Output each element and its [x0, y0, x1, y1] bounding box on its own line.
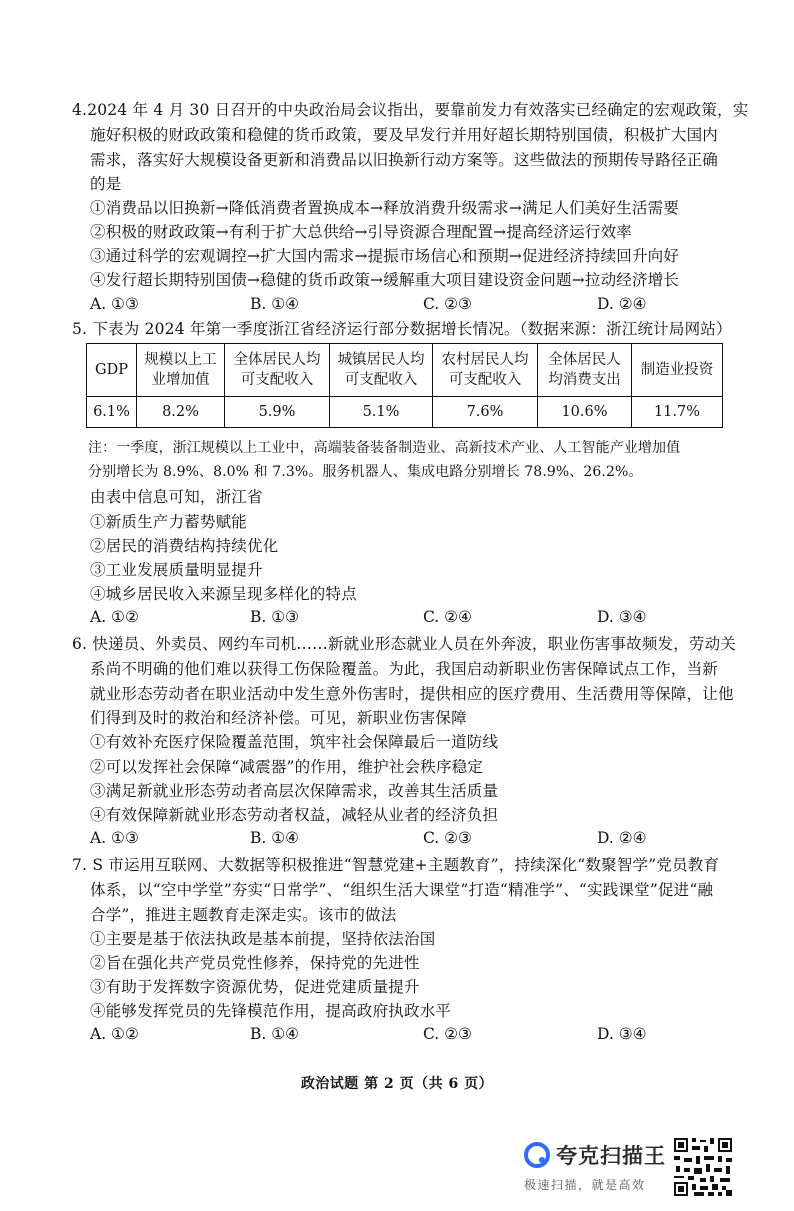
q4-stem-line: 4.2024 年 4 月 30 日召开的中央政治局会议指出，要靠前发力有效落实已经确定的宏观政策，实 — [72, 101, 749, 119]
q4-stem-line: 施好积极的财政政策和稳健的货币政策，要及早发行并用好超长期特别国债，积极扩大国内 — [90, 126, 719, 144]
option-a: A. ①③ — [90, 829, 139, 847]
q4-stem-line: 的是 — [90, 175, 122, 193]
option-b: B. ①④ — [250, 1025, 300, 1043]
q5-note-line: 分别增长为 8.9%、8.0% 和 7.3%。服务机器人、集成电路分别增长 78.9%、26.2%。 — [88, 464, 643, 480]
q6-item: ②可以发挥社会保障“减震器”的作用，维护社会秩序稳定 — [90, 758, 484, 776]
quark-logo-icon — [524, 1142, 550, 1168]
table-row — [87, 397, 723, 428]
q6-stem-line: 6. 快递员、外卖员、网约车司机……新就业形态就业人员在外奔波，职业伤害事故频发，劳动关 — [72, 635, 737, 653]
q6-options — [90, 829, 710, 851]
option-d: D. ②④ — [597, 295, 647, 313]
table-header-cell: 全体居民人均 可支配收入 — [225, 344, 330, 397]
table-header-cell: 制造业投资 — [632, 344, 723, 397]
option-c: C. ②③ — [423, 295, 472, 313]
q7-stem-line: 7. S 市运用互联网、大数据等积极推进“智慧党建+主题教育”，持续深化“数聚智学”党员教育 — [72, 856, 720, 874]
table-header-cell: 规模以上工 业增加值 — [137, 344, 225, 397]
brand-name: 夸克扫描王 — [556, 1144, 666, 1168]
table-header-cell: 农村居民人均 可支配收入 — [433, 344, 538, 397]
q6-item: ①有效补充医疗保险覆盖范围，筑牢社会保障最后一道防线 — [90, 733, 499, 751]
table-header-cell: 城镇居民人均 可支配收入 — [330, 344, 433, 397]
option-b: B. ①④ — [250, 829, 300, 847]
option-c: C. ②③ — [423, 829, 472, 847]
q5-note-line: 注：一季度，浙江规模以上工业中，高端装备装备制造业、高新技术产业、人工智能产业增加值 — [88, 440, 681, 456]
q6-item: ④有效保障新就业形态劳动者权益，减轻从业者的经济负担 — [90, 806, 499, 824]
table-cell: 10.6% — [538, 397, 632, 428]
qr-code-icon — [672, 1136, 734, 1198]
option-a: A. ①③ — [90, 295, 139, 313]
q4-stem-line: 需求，落实好大规模设备更新和消费品以旧换新行动方案等。这些做法的预期传导路径正确 — [90, 151, 719, 169]
page-footer: 政治试题 第 2 页（共 6 页） — [300, 1076, 494, 1092]
option-b: B. ①④ — [250, 295, 300, 313]
q6-stem-line: 就业形态劳动者在职业活动中发生意外伤害时，提供相应的医疗费用、生活费用等保障，让他 — [90, 685, 734, 703]
q4-item: ③通过科学的宏观调控→扩大国内需求→提振市场信心和预期→促进经济持续回升向好 — [90, 247, 680, 265]
option-a: A. ①② — [90, 608, 139, 626]
q5-lead: 由表中信息可知，浙江省 — [90, 488, 263, 506]
option-c: C. ②④ — [423, 608, 472, 626]
q5-data-table — [86, 343, 723, 428]
q5-item: ②居民的消费结构持续优化 — [90, 537, 279, 555]
table-header-cell: 全体居民人 均消费支出 — [538, 344, 632, 397]
option-d: D. ③④ — [597, 608, 647, 626]
table-header-cell: GDP — [87, 344, 137, 397]
q7-item: ①主要是基于依法执政是基本前提，坚持依法治国 — [90, 930, 436, 948]
q7-stem-line: 合学”，推进主题教育走深走实。该市的做法 — [90, 906, 397, 924]
option-d: D. ③④ — [597, 1025, 647, 1043]
q4-item: ①消费品以旧换新→降低消费者置换成本→释放消费升级需求→满足人们美好生活需要 — [90, 199, 680, 217]
table-header-row — [87, 344, 723, 397]
q5-item: ④城乡居民收入来源呈现多样化的特点 — [90, 585, 357, 603]
table-cell: 8.2% — [137, 397, 225, 428]
q6-item: ③满足新就业形态劳动者高层次保障需求，改善其生活质量 — [90, 782, 499, 800]
table-cell: 5.1% — [330, 397, 433, 428]
option-c: C. ②③ — [423, 1025, 472, 1043]
q6-stem-line: 系尚不明确的他们难以获得工伤保险覆盖。为此，我国启动新职业伤害保障试点工作，当新 — [90, 660, 719, 678]
brand-slogan: 极速扫描，就是高效 — [524, 1178, 646, 1192]
option-d: D. ②④ — [597, 829, 647, 847]
q6-stem-line: 们得到及时的救治和经济补偿。可见，新职业伤害保障 — [90, 709, 467, 727]
q5-options — [90, 608, 710, 630]
q7-options — [90, 1025, 710, 1047]
table-cell: 7.6% — [433, 397, 538, 428]
scanner-watermark — [524, 1140, 674, 1196]
q5-item: ③工业发展质量明显提升 — [90, 561, 263, 579]
q4-options — [90, 295, 710, 317]
q4-item: ④发行超长期特别国债→稳健的货币政策→缓解重大项目建设资金问题→拉动经济增长 — [90, 271, 680, 289]
q7-item: ④能够发挥党员的先锋模范作用，提高政府执政水平 — [90, 1002, 452, 1020]
q7-stem-line: 体系，以“空中学堂”夯实“日常学”、“组织生活大课堂”打造“精准学”、“实践课堂”促进“融 — [90, 881, 714, 899]
q7-item: ②旨在强化共产党员党性修养，保持党的先进性 — [90, 954, 420, 972]
option-b: B. ①③ — [250, 608, 300, 626]
option-a: A. ①② — [90, 1025, 139, 1043]
q4-item: ②积极的财政政策→有利于扩大总供给→引导资源合理配置→提高经济运行效率 — [90, 223, 632, 241]
table-cell: 6.1% — [87, 397, 137, 428]
q5-stem-line: 5. 下表为 2024 年第一季度浙江省经济运行部分数据增长情况。（数据来源：浙江统计局网站） — [72, 320, 732, 338]
table-cell: 5.9% — [225, 397, 330, 428]
table-cell: 11.7% — [632, 397, 723, 428]
q7-item: ③有助于发挥数字资源优势，促进党建质量提升 — [90, 978, 420, 996]
q5-item: ①新质生产力蓄势赋能 — [90, 513, 248, 531]
